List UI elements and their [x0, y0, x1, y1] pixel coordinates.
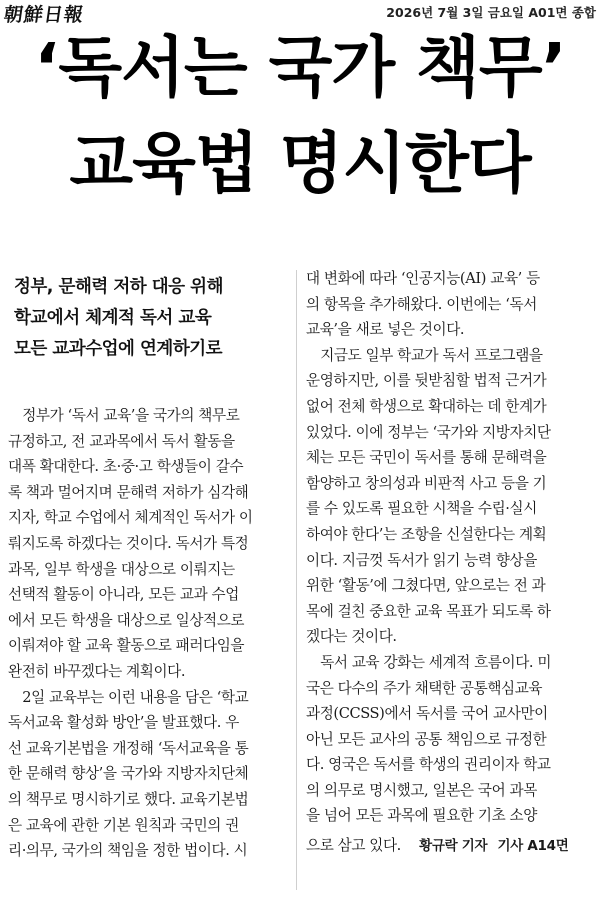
- masthead: [0, 0, 600, 26]
- body-line: 체는 모든 국민이 독서를 통해 문해력을: [306, 449, 547, 467]
- body-line: 은 교육에 관한 기본 원칙과 국민의 권: [8, 816, 239, 834]
- body-line: 선 교육기본법을 개정해 ‘독서교육을 통: [8, 739, 249, 757]
- byline: 황규락 기자: [419, 838, 488, 855]
- body-line: 록 책과 멀어지며 문해력 저하가 심각해: [8, 483, 249, 501]
- body-line: 완전히 바꾸겠다는 계획이다.: [8, 662, 186, 680]
- headline-line-1: ‘독서는 국가 책무’: [34, 29, 566, 106]
- body-line: 없어 전체 학생으로 확대하는 데 한계가: [306, 397, 547, 415]
- subheadline-line: 모든 교과수업에 연계하기로: [14, 339, 223, 359]
- body-line: 독서교육 활성화 방안’을 발표했다. 우: [8, 714, 239, 732]
- body-line: 독서 교육 강화는 세계적 흐름이다. 미: [306, 653, 552, 671]
- subheadline-line: 정부, 문해력 저하 대응 위해: [14, 277, 223, 297]
- headline-line-2: 교육법 명시한다: [69, 125, 531, 202]
- last-line: 으로 삼고 있다.: [306, 837, 401, 855]
- body-line: 운영하지만, 이를 뒷받침할 법적 근거가: [306, 372, 547, 390]
- body-line: 있었다. 이에 정부는 ‘국가와 지방자치단: [306, 423, 551, 441]
- body-line: 국은 다수의 주가 채택한 공통핵심교육: [306, 679, 543, 697]
- body-line: 의 책무로 명시하기로 했다. 교육기본법: [8, 790, 249, 808]
- body-line: 을 넘어 모든 과목에 필요한 기초 소양: [306, 807, 537, 825]
- article-column-left: [8, 262, 292, 864]
- column-divider: [296, 270, 297, 890]
- article-body-right: [306, 266, 590, 829]
- article-column-right: [306, 262, 590, 860]
- body-line: 아닌 모든 교사의 공통 책임으로 규정한: [306, 730, 547, 748]
- body-line: 의 항목을 추가해왔다. 이번에는 ‘독서: [306, 295, 537, 313]
- body-line: 리·의무, 국가의 책임을 정한 법이다. 시: [8, 842, 248, 860]
- body-line: 지자, 학교 수업에서 체계적인 독서가 이: [8, 509, 253, 527]
- body-line: 대폭 확대한다. 초·중·고 학생들이 갈수: [8, 458, 244, 476]
- subheadline-line: 학교에서 체계적 독서 교육: [14, 308, 212, 328]
- body-line: 이뤄져야 할 교육 활동으로 패러다임을: [8, 637, 245, 655]
- body-line: 를 수 있도록 필요한 시책을 수립·실시: [306, 500, 537, 518]
- body-line: 의 의무로 명시했고, 일본은 국어 과목: [306, 781, 537, 799]
- body-line: 과정(CCSS)에서 독서를 국어 교사만이: [306, 705, 548, 723]
- page-reference: 기사 A14면: [497, 838, 569, 855]
- body-line: 과목, 일부 학생을 대상으로 이뤄지는: [8, 560, 235, 578]
- body-line: 2일 교육부는 이런 내용을 담은 ‘학교: [8, 688, 249, 706]
- body-line: 겠다는 것이다.: [306, 628, 397, 646]
- dateline: 2026년 7월 3일 금요일 A01면 종합: [386, 5, 596, 20]
- body-line: 정부가 ‘독서 교육’을 국가의 책무로: [8, 407, 240, 424]
- body-line: 이다. 지금껏 독서가 읽기 능력 향상을: [306, 551, 537, 569]
- body-line: 뤄지도록 하겠다는 것이다. 독서가 특정: [8, 534, 249, 552]
- body-line: 위한 ‘활동’에 그쳤다면, 앞으로는 전 과: [306, 577, 546, 595]
- newspaper-logo: 朝鮮日報: [2, 4, 86, 26]
- body-line: 지금도 일부 학교가 독서 프로그램을: [306, 346, 543, 364]
- body-line: 목에 걸친 중요한 교육 목표가 되도록 하: [306, 602, 551, 620]
- article-body-left: [8, 403, 292, 864]
- body-line: 에서 모든 학생을 대상으로 일상적으로: [8, 611, 245, 629]
- body-line: 하여야 한다’는 조항을 신설한다는 계획: [306, 525, 547, 543]
- article-closing-line: [306, 833, 590, 860]
- body-line: 선택적 활동이 아니라, 모든 교과 수업: [8, 586, 239, 604]
- body-line: 다. 영국은 독서를 학생의 권리이자 학교: [306, 756, 551, 774]
- subheadline: [14, 272, 292, 365]
- body-line: 교육’을 새로 넣은 것이다.: [306, 321, 465, 339]
- body-line: 함양하고 창의성과 비판적 사고 등을 기: [306, 474, 547, 492]
- body-line: 한 문해력 향상’을 국가와 지방자치단체: [8, 765, 249, 783]
- body-line: 대 변화에 따라 ‘인공지능(AI) 교육’ 등: [306, 270, 540, 287]
- body-line: 규정하고, 전 교과목에서 독서 활동을: [8, 432, 235, 450]
